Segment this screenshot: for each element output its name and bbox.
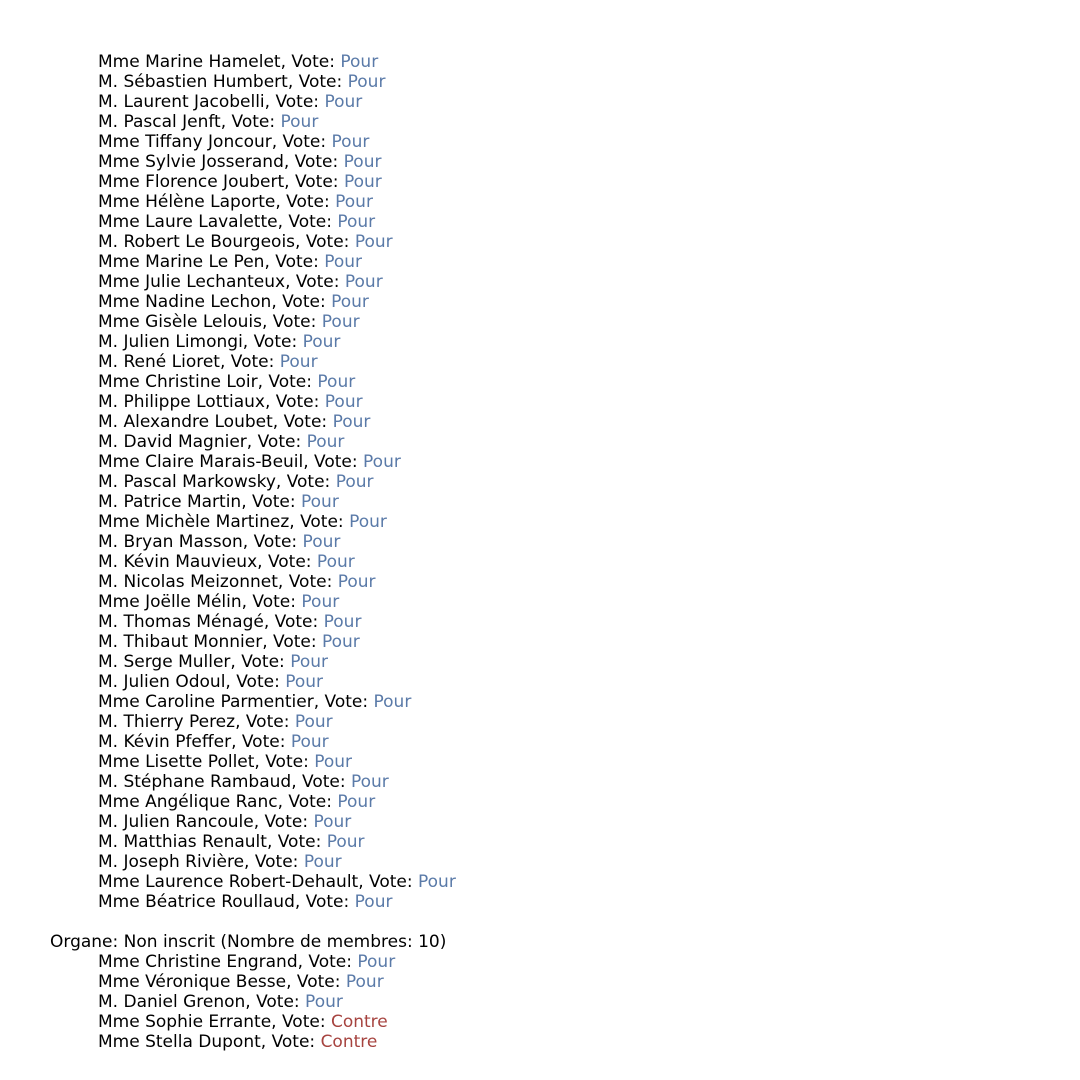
member-vote-line: [50, 112, 1050, 132]
member-name: Mme Christine Engrand: [98, 952, 298, 972]
vote-label: , Vote:: [253, 812, 314, 832]
vote-value: Pour: [324, 392, 363, 412]
member-vote-line: [50, 312, 1050, 332]
member-vote-line: [50, 192, 1050, 212]
vote-value: Pour: [337, 572, 376, 592]
vote-value: Pour: [326, 832, 365, 852]
member-name: Mme Michèle Martinez: [98, 512, 290, 532]
member-vote-line: [50, 332, 1050, 352]
member-vote-line: [50, 252, 1050, 272]
vote-label: , Vote:: [297, 952, 358, 972]
member-name: Mme Gisèle Lelouis: [98, 312, 262, 332]
vote-label: , Vote:: [284, 172, 344, 192]
member-vote-line: [50, 1032, 1050, 1052]
member-vote-line: [50, 212, 1050, 232]
vote-label: , Vote:: [235, 712, 295, 732]
vote-value: Pour: [331, 292, 369, 312]
vote-value: Pour: [354, 892, 393, 912]
vote-value: Pour: [324, 252, 363, 272]
vote-value: Pour: [321, 632, 360, 652]
vote-label: , Vote:: [244, 852, 304, 872]
vote-value: Pour: [316, 552, 355, 572]
vote-value: Pour: [305, 992, 343, 1012]
vote-label: , Vote:: [283, 152, 344, 172]
member-vote-line: [50, 832, 1050, 852]
vote-value: Pour: [290, 732, 329, 752]
member-name: Mme Laurence Robert-Dehault: [98, 872, 359, 892]
vote-label: , Vote:: [254, 752, 315, 772]
vote-label: , Vote:: [231, 732, 291, 752]
vote-label: , Vote:: [291, 772, 351, 792]
vote-label: , Vote:: [294, 892, 355, 912]
member-vote-line: [50, 792, 1050, 812]
member-vote-line: [50, 532, 1050, 552]
vote-label: , Vote:: [289, 512, 350, 532]
member-name: M. Patrice Martin: [98, 492, 242, 512]
section-spacer: [50, 912, 1050, 932]
vote-value: Pour: [302, 532, 341, 552]
member-name: M. David Magnier: [98, 432, 247, 452]
member-vote-line: [50, 732, 1050, 752]
vote-label: , Vote:: [242, 532, 303, 552]
member-name: Mme Sophie Errante: [98, 1012, 272, 1032]
vote-label: , Vote:: [313, 692, 374, 712]
member-name: M. Laurent Jacobelli: [98, 92, 265, 112]
member-name: M. Pascal Markowsky: [98, 472, 276, 492]
vote-value: Pour: [331, 132, 370, 152]
vote-value: Pour: [280, 112, 319, 132]
vote-value: Pour: [340, 52, 379, 72]
vote-value: Pour: [343, 152, 382, 172]
vote-value: Pour: [357, 952, 396, 972]
vote-label: , Vote:: [287, 72, 348, 92]
member-name: M. Philippe Lottiaux: [98, 392, 265, 412]
member-name: M. Pascal Jenft: [98, 112, 221, 132]
member-name: Mme Marine Le Pen: [98, 252, 265, 272]
member-name: Mme Nadine Lechon: [98, 292, 272, 312]
member-name: M. Thierry Perez: [98, 712, 236, 732]
vote-value: Pour: [285, 672, 324, 692]
member-vote-line: [50, 852, 1050, 872]
member-vote-line: [50, 512, 1050, 532]
vote-value: Pour: [301, 492, 339, 512]
vote-value: Pour: [349, 512, 387, 532]
member-name: Mme Joëlle Mélin: [98, 592, 242, 612]
member-vote-line: [50, 52, 1050, 72]
vote-label: , Vote:: [257, 552, 317, 572]
member-vote-line: [50, 1012, 1050, 1032]
member-name: M. Daniel Grenon: [98, 992, 246, 1012]
member-name: Mme Tiffany Joncour: [98, 132, 272, 152]
vote-label: , Vote:: [277, 212, 338, 232]
vote-label: , Vote:: [271, 1012, 331, 1032]
group-header: Organe: Non inscrit (Nombre de membres: 10): [50, 932, 447, 952]
group-members-list: [50, 952, 1050, 1052]
member-vote-line: [50, 632, 1050, 652]
vote-label: , Vote:: [264, 92, 325, 112]
member-name: M. Joseph Rivière: [98, 852, 245, 872]
vote-label: , Vote:: [262, 632, 322, 652]
vote-label: , Vote:: [285, 272, 345, 292]
vote-value: Pour: [418, 872, 456, 892]
vote-value: Pour: [313, 812, 352, 832]
member-vote-line: [50, 872, 1050, 892]
vote-label: , Vote:: [257, 372, 318, 392]
member-name: Mme Julie Lechanteux: [98, 272, 286, 292]
vote-label: , Vote:: [303, 452, 364, 472]
member-vote-line: [50, 92, 1050, 112]
member-vote-line: [50, 892, 1050, 912]
vote-value: Pour: [324, 92, 363, 112]
member-name: M. Stéphane Rambaud: [98, 772, 292, 792]
member-name: Mme Béatrice Roullaud: [98, 892, 295, 912]
vote-label: , Vote:: [241, 492, 301, 512]
member-name: Mme Florence Joubert: [98, 172, 285, 192]
vote-label: , Vote:: [245, 992, 306, 1012]
member-vote-line: [50, 432, 1050, 452]
member-vote-line: [50, 132, 1050, 152]
member-vote-line: [50, 452, 1050, 472]
member-vote-line: [50, 812, 1050, 832]
vote-label: , Vote:: [246, 432, 307, 452]
member-vote-line: [50, 652, 1050, 672]
vote-value: Pour: [302, 332, 341, 352]
vote-label: , Vote:: [275, 472, 336, 492]
member-vote-line: [50, 352, 1050, 372]
member-vote-line: [50, 412, 1050, 432]
vote-value: Pour: [343, 172, 382, 192]
member-name: M. Serge Muller: [98, 652, 231, 672]
vote-value: Pour: [344, 272, 383, 292]
vote-value: Pour: [303, 852, 342, 872]
vote-label: , Vote:: [262, 312, 322, 332]
member-vote-line: [50, 672, 1050, 692]
vote-label: , Vote:: [271, 132, 332, 152]
vote-value: Contre: [330, 1012, 388, 1032]
vote-value: Pour: [317, 372, 356, 392]
vote-label: , Vote:: [241, 592, 302, 612]
member-name: M. Kévin Pfeffer: [98, 732, 232, 752]
vote-value: Pour: [354, 232, 393, 252]
member-name: M. Bryan Masson: [98, 532, 243, 552]
vote-value: Pour: [301, 592, 340, 612]
member-name: Mme Sylvie Josserand: [98, 152, 284, 172]
vote-value: Pour: [373, 692, 412, 712]
vote-label: , Vote:: [358, 872, 418, 892]
member-vote-line: [50, 292, 1050, 312]
vote-label: , Vote:: [220, 112, 281, 132]
member-name: Mme Lisette Pollet: [98, 752, 255, 772]
vote-value: Contre: [320, 1032, 378, 1052]
vote-label: , Vote:: [275, 192, 336, 212]
vote-value: Pour: [332, 412, 371, 432]
vote-label: , Vote:: [263, 612, 324, 632]
vote-value: Pour: [321, 312, 360, 332]
member-name: M. René Lioret: [98, 352, 220, 372]
vote-label: , Vote:: [286, 972, 346, 992]
vote-label: , Vote:: [266, 832, 327, 852]
member-name: Mme Angélique Ranc: [98, 792, 278, 812]
member-name: M. Julien Odoul: [98, 672, 226, 692]
vote-label: , Vote:: [277, 572, 338, 592]
member-vote-line: [50, 232, 1050, 252]
vote-value: Pour: [350, 772, 389, 792]
member-name: Mme Stella Dupont: [98, 1032, 261, 1052]
vote-label: , Vote:: [295, 232, 355, 252]
vote-value: Pour: [279, 352, 318, 372]
vote-value: Pour: [306, 432, 345, 452]
group-members-list: [50, 52, 1050, 912]
member-name: M. Nicolas Meizonnet: [98, 572, 278, 592]
member-name: M. Julien Limongi: [98, 332, 243, 352]
member-vote-line: [50, 72, 1050, 92]
vote-value: Pour: [345, 972, 384, 992]
vote-value: Pour: [335, 192, 373, 212]
vote-value: Pour: [347, 72, 386, 92]
vote-label: , Vote:: [242, 332, 303, 352]
vote-value: Pour: [363, 452, 401, 472]
vote-label: , Vote:: [280, 52, 341, 72]
vote-label: , Vote:: [265, 392, 325, 412]
vote-value: Pour: [323, 612, 362, 632]
vote-value: Pour: [314, 752, 353, 772]
vote-label: , Vote:: [277, 792, 338, 812]
member-name: M. Sébastien Humbert: [98, 72, 288, 92]
member-name: Mme Claire Marais-Beuil: [98, 452, 304, 472]
member-vote-line: [50, 472, 1050, 492]
member-vote-line: [50, 372, 1050, 392]
member-vote-line: [50, 272, 1050, 292]
member-name: M. Matthias Renault: [98, 832, 267, 852]
vote-value: Pour: [335, 472, 374, 492]
member-vote-line: [50, 572, 1050, 592]
member-name: Mme Caroline Parmentier: [98, 692, 314, 712]
member-vote-line: [50, 952, 1050, 972]
member-name: Mme Hélène Laporte: [98, 192, 276, 212]
member-name: M. Robert Le Bourgeois: [98, 232, 296, 252]
vote-value: Pour: [294, 712, 333, 732]
member-vote-line: [50, 752, 1050, 772]
member-name: M. Alexandre Loubet: [98, 412, 273, 432]
member-vote-line: [50, 692, 1050, 712]
member-name: M. Thibaut Monnier: [98, 632, 263, 652]
member-vote-line: [50, 552, 1050, 572]
member-vote-line: [50, 592, 1050, 612]
member-name: M. Julien Rancoule: [98, 812, 254, 832]
member-name: Mme Marine Hamelet: [98, 52, 281, 72]
vote-value: Pour: [337, 792, 376, 812]
vote-label: , Vote:: [225, 672, 286, 692]
member-vote-line: [50, 392, 1050, 412]
member-vote-line: [50, 152, 1050, 172]
member-name: Mme Véronique Besse: [98, 972, 287, 992]
vote-label: , Vote:: [264, 252, 325, 272]
vote-label: , Vote:: [230, 652, 291, 672]
member-vote-line: [50, 992, 1050, 1012]
vote-value: Pour: [290, 652, 328, 672]
member-name: Mme Laure Lavalette: [98, 212, 278, 232]
member-vote-line: [50, 712, 1050, 732]
member-name: Mme Christine Loir: [98, 372, 258, 392]
member-vote-line: [50, 612, 1050, 632]
vote-label: , Vote:: [272, 412, 333, 432]
vote-label: , Vote:: [260, 1032, 321, 1052]
member-vote-line: [50, 772, 1050, 792]
vote-document: [50, 52, 1050, 1052]
member-name: M. Kévin Mauvieux: [98, 552, 258, 572]
vote-value: Pour: [337, 212, 376, 232]
vote-label: , Vote:: [271, 292, 332, 312]
member-vote-line: [50, 172, 1050, 192]
member-vote-line: [50, 972, 1050, 992]
member-vote-line: [50, 492, 1050, 512]
member-name: M. Thomas Ménagé: [98, 612, 264, 632]
vote-label: , Vote:: [219, 352, 280, 372]
